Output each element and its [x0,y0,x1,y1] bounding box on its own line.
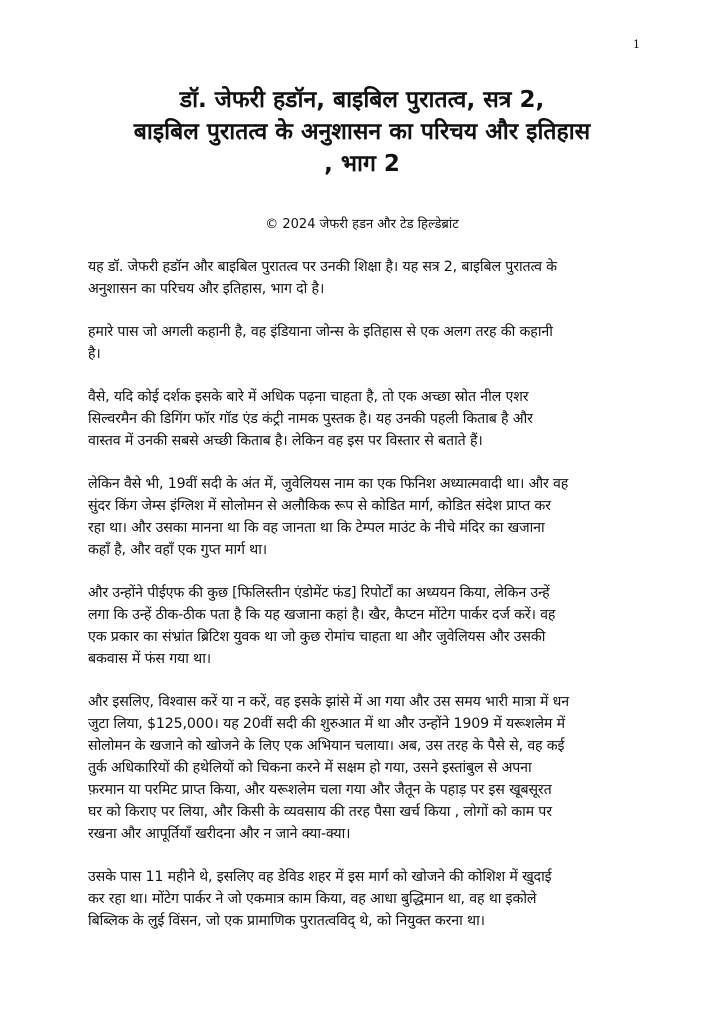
text-line: हमारे पास जो अगली कहानी है, वह इंडियाना जोन्स के इतिहास से एक अलग तरह की कहानी [88,324,553,340]
text-line: सुंदर किंग जेम्स इंग्लिश में सोलोमन से अलौकिक रूप से कोडित मार्ग, कोडित संदेश प्राप्त कर [88,498,551,514]
title-line: , भाग 2 [324,151,400,177]
text-line: बिब्लिक के लुई विंसन, जो एक प्रामाणिक पुरातत्वविद् थे, को नियुक्त करना था। [88,913,485,929]
text-line: और उन्होंने पीईएफ की कुछ [फिलिस्तीन एंडोमेंट फंड] रिपोर्टों का अध्ययन किया, लेकिन उन्हें [88,585,550,601]
text-line: है। [88,346,101,362]
text-line: रखना और आपूर्तियाँ खरीदना और न जाने क्या-क्या। [88,826,351,842]
paragraph [88,321,648,365]
text-line: लगा कि उन्हें ठीक-ठीक पता है कि यह खजाना कहां है। खैर, कैप्टन मोंटेग पार्कर दर्ज करें। वह [88,607,556,623]
text-line: बकवास में फंस गया था। [88,651,211,667]
text-line: वास्तव में उनकी सबसे अच्छी किताब है। लेकिन वह इस पर विस्तार से बताते हैं। [88,433,483,449]
text-line: सिल्वरमैन की डिगिंग फॉर गॉड एंड कंट्री नामक पुस्तक है। यह उनकी पहली किताब है और [88,411,533,427]
copyright-notice: © 2024 जेफरी हडन और टेड हिल्डेब्रांट [265,217,459,232]
title-line: डॉ. जेफरी हडॉन, बाइबिल पुरातत्व, सत्र 2, [179,87,545,113]
paragraph [88,866,648,932]
paragraph [88,386,648,452]
body-text [88,256,648,953]
text-line: और इसलिए, विश्वास करें या न करें, वह इसके झांसे में आ गया और उस समय भारी मात्रा में धन [88,694,569,710]
text-line: फ़रमान या परमिट प्राप्त किया, और यरूशलेम चला गया और जैतून के पहाड़ पर इस खूबसूरत [88,782,552,798]
text-line: रहा था। और उसका मानना था कि वह जानता था कि टेम्पल माउंट के नीचे मंदिर का खजाना [88,520,545,536]
page-number: 1 [633,38,640,51]
text-line: लेकिन वैसे भी, 19वीं सदी के अंत में, जुवेलियस नाम का एक फिनिश अध्यात्मवादी था। और वह [88,476,569,492]
title-line: बाइबिल पुरातत्व के अनुशासन का परिचय और इतिहास [133,119,591,145]
document-title [64,84,660,180]
paragraph [88,582,648,670]
paragraph [88,256,648,300]
text-line: घर को किराए पर लिया, और किसी के व्यवसाय की तरह पैसा खर्च किया , लोगों को काम पर [88,804,552,820]
text-line: तुर्क अधिकारियों की हथेलियों को चिकना करने में सक्षम हो गया, उसने इस्तांबुल से अपना [88,760,532,776]
text-line: कर रहा था। मोंटेग पार्कर ने जो एकमात्र काम किया, वह आधा बुद्धिमान था, वह था इकोले [88,891,537,907]
text-line: जुटा लिया, $125,000। यह 20वीं सदी की शुरुआत में था और उन्होंने 1909 में यरूशलेम में [88,716,565,732]
text-line: एक प्रकार का संभ्रांत ब्रिटिश युवक था जो कुछ रोमांच चाहता था और जुवेलियस और उसकी [88,629,546,645]
text-line: उसके पास 11 महीने थे, इसलिए वह डेविड शहर में इस मार्ग को खोजने की कोशिश में खुदाई [88,869,552,885]
text-line: कहाँ है, और वहाँ एक गुप्त मार्ग था। [88,542,267,558]
paragraph [88,691,648,845]
text-line: यह डॉ. जेफरी हडॉन और बाइबिल पुरातत्व पर उनकी शिक्षा है। यह सत्र 2, बाइबिल पुरातत्व के [88,259,557,275]
text-line: सोलोमन के खजाने को खोजने के लिए एक अभियान चलाया। अब, उस तरह के पैसे से, वह कई [88,738,565,754]
text-line: अनुशासन का परिचय और इतिहास, भाग दो है। [88,281,325,297]
text-line: वैसे, यदि कोई दर्शक इसके बारे में अधिक पढ़ना चाहता है, तो एक अच्छा स्रोत नील एशर [88,389,529,405]
paragraph [88,473,648,561]
